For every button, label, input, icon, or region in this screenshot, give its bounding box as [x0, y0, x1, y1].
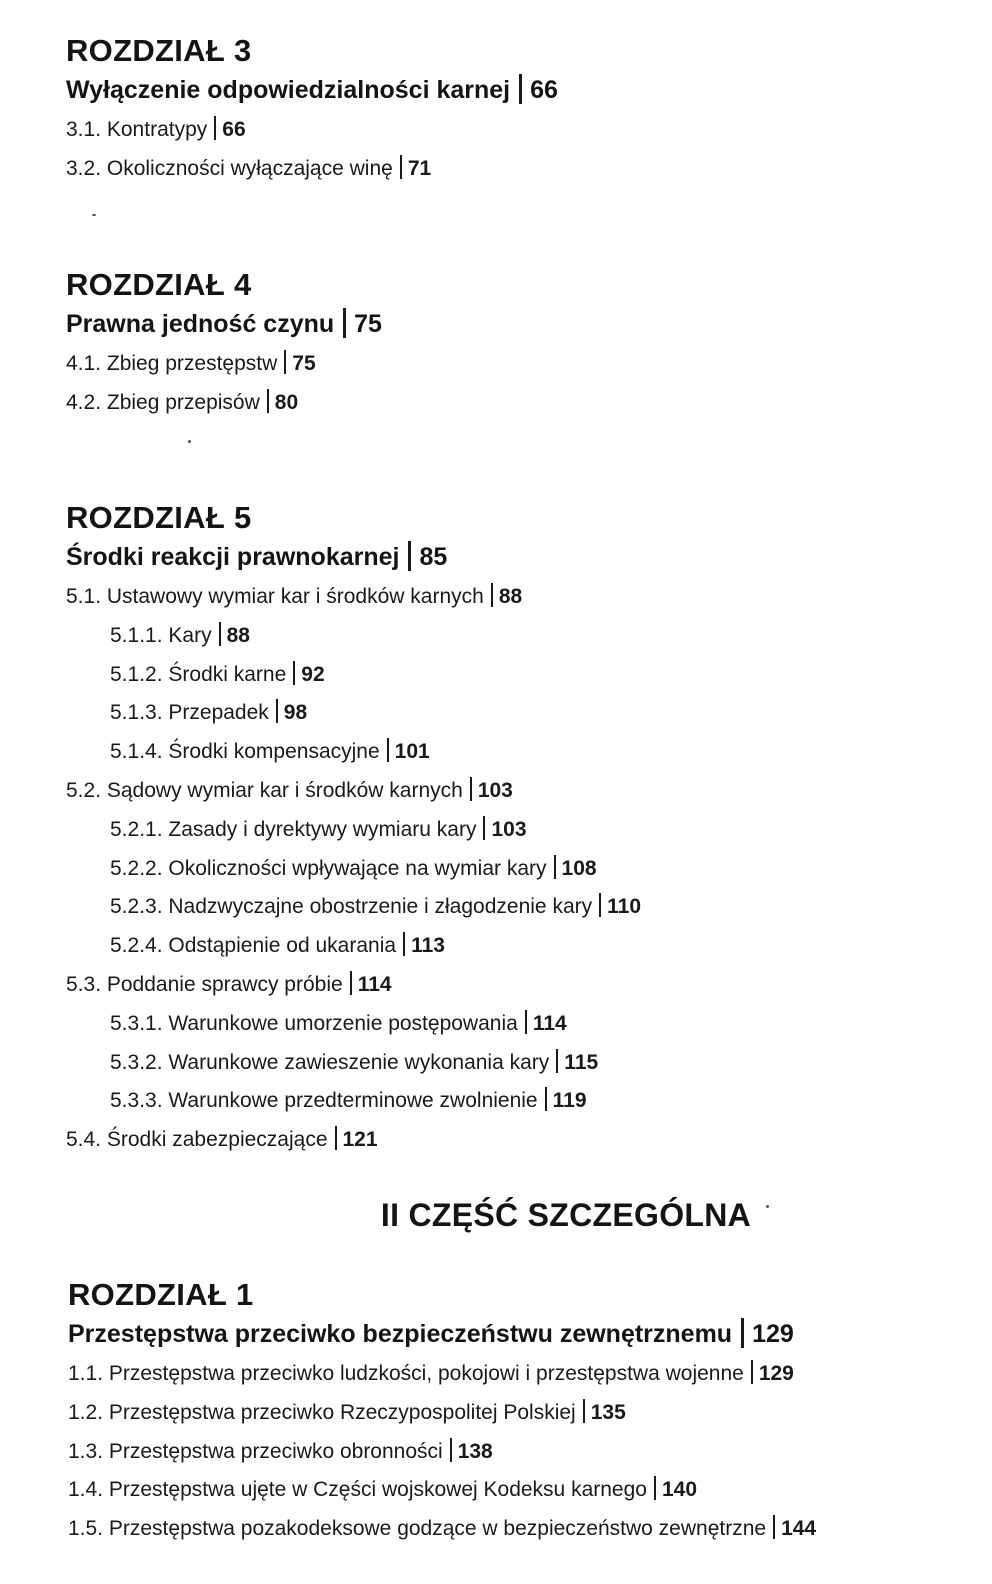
separator-bar — [350, 971, 352, 995]
entry-text: Przepadek — [168, 701, 269, 725]
toc-entry — [68, 1394, 968, 1433]
entry-number: 4.1. — [66, 352, 102, 375]
toc-subentry — [66, 888, 966, 927]
separator-bar — [470, 777, 472, 801]
chapter-5 — [66, 499, 966, 1160]
entry-page-number: 121 — [342, 1128, 378, 1152]
entry-number: 5.1.3. — [110, 701, 163, 725]
chapter-title: ROZDZIAŁ 3 — [66, 33, 252, 68]
entry-number: 5.1.1. — [110, 623, 163, 647]
entry-page-number: 119 — [552, 1089, 587, 1113]
toc-subentry — [66, 694, 966, 733]
entry-text: Przestępstwa ujęte w Części wojskowej Kodeksu karnego — [108, 1478, 647, 1502]
separator-bar — [284, 350, 286, 374]
separator-bar — [403, 932, 405, 956]
chapter-title: ROZDZIAŁ 5 — [66, 500, 252, 535]
toc-subentry — [66, 811, 966, 850]
toc-entry — [68, 1471, 968, 1510]
entry-text: Kary — [168, 623, 212, 647]
entry-page-number: 114 — [532, 1011, 567, 1035]
entry-number: 5.2.4. — [110, 934, 163, 958]
separator-bar — [751, 1360, 753, 1384]
separator-bar — [773, 1515, 775, 1539]
entry-number: 5.2.3. — [110, 895, 163, 919]
entry-page-number: 113 — [411, 934, 445, 958]
chapter-subtitle-text: Wyłączenie odpowiedzialności karnej — [66, 76, 511, 104]
entry-number: 5.4. — [66, 1128, 102, 1152]
entry-page-number: 140 — [661, 1478, 698, 1502]
entry-number: 5.3.3. — [110, 1089, 163, 1113]
entry-number: 4.2. — [66, 390, 102, 414]
chapter-subtitle — [66, 306, 966, 345]
separator-bar — [483, 816, 485, 840]
entry-text: Poddanie sprawcy próbie — [106, 972, 343, 996]
toc-entry — [66, 772, 966, 811]
entry-text: Przestępstwa przeciwko obronności — [108, 1439, 443, 1463]
separator-bar — [741, 1318, 744, 1348]
entry-page-number: 66 — [222, 118, 246, 141]
toc-entry — [66, 345, 966, 384]
separator-bar — [293, 661, 295, 685]
scan-speck — [92, 214, 96, 216]
entry-number: 1.4. — [68, 1478, 104, 1502]
toc-subentry — [66, 617, 966, 656]
entry-page-number: 135 — [590, 1400, 626, 1424]
entry-number: 1.2. — [68, 1400, 104, 1424]
toc-subentry — [66, 1044, 966, 1083]
entry-page-number: 103 — [491, 817, 527, 841]
chapter-subtitle — [66, 539, 966, 578]
entry-text: Warunkowe zawieszenie wykonania kary — [168, 1050, 550, 1074]
entry-page-number: 144 — [781, 1517, 817, 1541]
separator-bar — [408, 541, 411, 571]
entry-number: 5.2.1. — [110, 817, 163, 841]
toc-entry — [66, 150, 966, 189]
chapter-page-number: 129 — [752, 1320, 794, 1348]
entry-page-number: 92 — [301, 662, 325, 686]
separator-bar — [583, 1399, 585, 1423]
chapter-title: ROZDZIAŁ 1 — [68, 1277, 254, 1312]
chapter-3 — [66, 32, 966, 189]
entry-number: 5.3.2. — [110, 1050, 163, 1074]
toc-entry — [66, 966, 966, 1005]
chapter-page-number: 75 — [354, 310, 382, 338]
entry-page-number: 71 — [407, 156, 432, 180]
entry-page-number: 110 — [607, 895, 642, 919]
separator-bar — [554, 855, 556, 879]
entry-number: 5.2. — [66, 778, 102, 802]
entry-text: Zbieg przestępstw — [106, 352, 278, 375]
chapter-subtitle-text: Środki reakcji prawnokarnej — [66, 543, 400, 571]
chapter-subtitle — [68, 1316, 968, 1355]
entry-text: Środki karne — [168, 662, 287, 686]
chapter-subtitle-text: Przestępstwa przeciwko bezpieczeństwu zewnętrznemu — [68, 1320, 733, 1348]
separator-bar — [654, 1476, 656, 1500]
entry-text: Kontratypy — [106, 118, 208, 141]
entry-text: Środki kompensacyjne — [168, 740, 380, 764]
toc-subentry — [66, 850, 966, 889]
toc-entry — [68, 1433, 968, 1472]
entry-page-number: 88 — [498, 585, 523, 608]
entry-text: Przestępstwa przeciwko ludzkości, pokojowi i przestępstwa wojenne — [108, 1362, 744, 1385]
entry-text: Okoliczności wpływające na wymiar kary — [168, 856, 547, 880]
toc-subentry — [66, 733, 966, 772]
chapter-1-part-2 — [68, 1276, 968, 1549]
entry-text: Ustawowy wymiar kar i środków karnych — [106, 585, 484, 608]
toc-entry — [66, 384, 966, 423]
separator-bar — [556, 1049, 558, 1073]
separator-bar — [276, 699, 278, 723]
entry-number: 5.3. — [66, 972, 102, 996]
part-title: II CZĘŚĆ SZCZEGÓLNA — [380, 1197, 752, 1233]
entry-page-number: 80 — [274, 390, 299, 414]
chapter-subtitle — [66, 72, 966, 111]
entry-text: Zasady i dyrektywy wymiaru kary — [168, 817, 477, 841]
separator-bar — [491, 583, 493, 607]
toc-subentry — [66, 927, 966, 966]
chapter-title: ROZDZIAŁ 4 — [66, 267, 252, 302]
entry-text: Warunkowe umorzenie postępowania — [168, 1011, 518, 1035]
entry-number: 5.1.2. — [110, 662, 163, 686]
entry-number: 3.2. — [66, 156, 102, 180]
entry-text: Odstąpienie od ukarania — [168, 934, 397, 958]
toc-entry — [68, 1355, 968, 1394]
entry-page-number: 115 — [564, 1050, 599, 1074]
separator-bar — [450, 1438, 452, 1462]
entry-number: 3.1. — [66, 118, 102, 141]
entry-page-number: 114 — [357, 972, 392, 996]
entry-page-number: 129 — [758, 1362, 794, 1385]
chapter-page-number: 66 — [530, 76, 558, 104]
entry-number: 5.1.4. — [110, 740, 163, 764]
entry-page-number: 75 — [292, 352, 316, 375]
entry-text: Okoliczności wyłączające winę — [106, 156, 393, 180]
entry-number: 1.5. — [68, 1517, 104, 1541]
entry-text: Nadzwyczajne obostrzenie i złagodzenie kary — [168, 895, 593, 919]
toc-subentry — [66, 1005, 966, 1044]
toc-entry — [66, 578, 966, 617]
separator-bar — [387, 738, 389, 762]
toc-entry — [68, 1510, 968, 1549]
separator-bar — [219, 622, 221, 646]
entry-page-number: 103 — [477, 778, 513, 802]
entry-page-number: 98 — [283, 701, 308, 725]
entry-text: Zbieg przepisów — [106, 390, 260, 414]
entry-number: 5.3.1. — [110, 1011, 163, 1035]
separator-bar — [214, 116, 216, 140]
separator-bar — [525, 1010, 527, 1034]
entry-text: Przestępstwa pozakodeksowe godzące w bezpieczeństwo zewnętrzne — [108, 1517, 767, 1541]
entry-number: 1.1. — [68, 1362, 104, 1385]
toc-subentry — [66, 1082, 966, 1121]
chapter-page-number: 85 — [419, 543, 448, 571]
entry-text: Warunkowe przedterminowe zwolnienie — [168, 1089, 538, 1113]
separator-bar — [335, 1126, 337, 1150]
separator-bar — [599, 893, 601, 917]
separator-bar — [400, 155, 402, 179]
entry-number: 1.3. — [68, 1439, 104, 1463]
entry-number: 5.1. — [66, 585, 102, 608]
entry-page-number: 108 — [561, 856, 597, 880]
entry-text: Środki zabezpieczające — [106, 1128, 328, 1152]
entry-page-number: 138 — [457, 1439, 493, 1463]
chapter-4 — [66, 266, 966, 423]
toc-subentry — [66, 656, 966, 695]
entry-page-number: 101 — [394, 740, 430, 764]
entry-text: Przestępstwa przeciwko Rzeczypospolitej Polskiej — [108, 1400, 576, 1424]
toc-entry — [66, 1121, 966, 1160]
scan-speck — [766, 1205, 769, 1208]
entry-page-number: 88 — [226, 623, 250, 647]
separator-bar — [267, 389, 269, 413]
entry-number: 5.2.2. — [110, 856, 163, 880]
separator-bar — [519, 74, 522, 104]
chapter-subtitle-text: Prawna jedność czynu — [66, 310, 335, 338]
scan-speck — [188, 440, 191, 443]
toc-entry — [66, 111, 966, 150]
separator-bar — [343, 308, 346, 338]
entry-text: Sądowy wymiar kar i środków karnych — [106, 778, 463, 802]
separator-bar — [545, 1087, 547, 1111]
